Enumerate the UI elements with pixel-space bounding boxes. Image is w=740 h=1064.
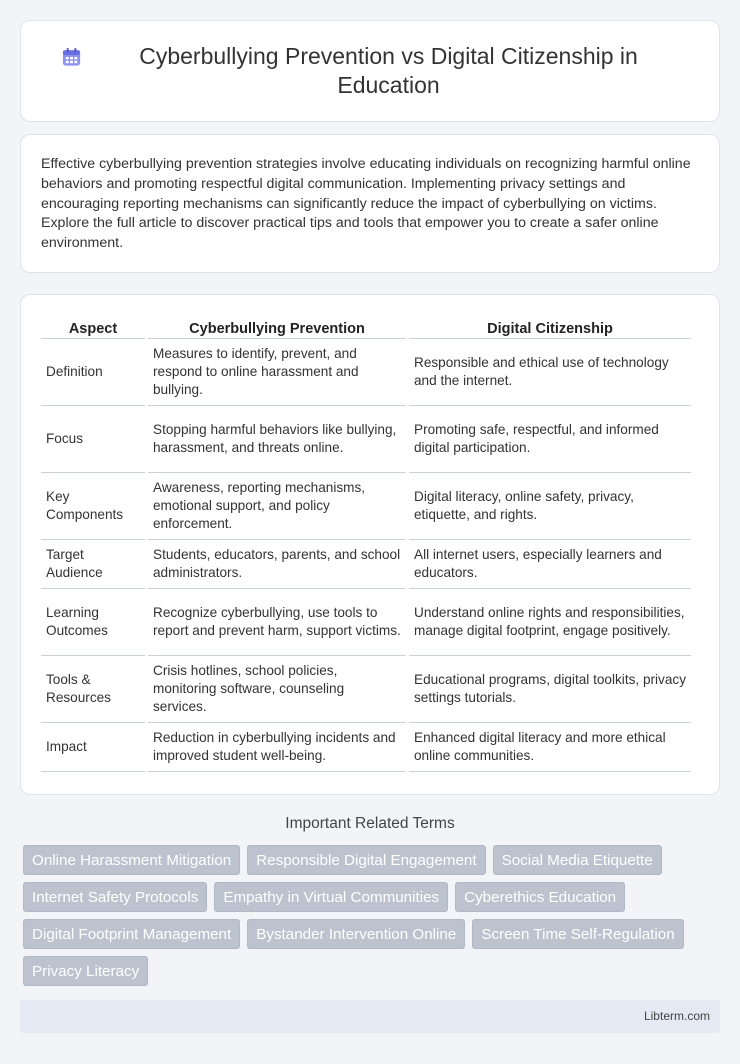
table-cell-aspect: Definition <box>41 339 145 406</box>
table-row <box>41 656 691 723</box>
comparison-table-card <box>20 294 720 795</box>
table-cell-citizenship: All internet users, especially learners and educators. <box>409 540 691 589</box>
related-term-tag[interactable]: Empathy in Virtual Communities <box>214 882 448 912</box>
table-cell-citizenship: Promoting safe, respectful, and informed digital participation. <box>409 406 691 473</box>
table-cell-citizenship: Digital literacy, online safety, privacy, etiquette, and rights. <box>409 473 691 540</box>
table-cell-citizenship: Understand online rights and responsibilities, manage digital footprint, engage positively. <box>409 589 691 656</box>
related-term-tag[interactable]: Internet Safety Protocols <box>23 882 207 912</box>
footer <box>20 1000 720 1033</box>
related-term-tag[interactable]: Online Harassment Mitigation <box>23 845 240 875</box>
table-cell-cyberbullying: Students, educators, parents, and school administrators. <box>148 540 406 589</box>
table-header-row <box>41 317 691 339</box>
footer-site-link[interactable]: Libterm.com <box>643 1009 710 1023</box>
column-header: Cyberbullying Prevention <box>148 317 406 339</box>
related-term-tag[interactable]: Bystander Intervention Online <box>247 919 465 949</box>
table-row <box>41 339 691 406</box>
column-header: Aspect <box>41 317 145 339</box>
related-terms-section <box>20 815 720 986</box>
table-cell-aspect: Tools & Resources <box>41 656 145 723</box>
table-cell-cyberbullying: Crisis hotlines, school policies, monitoring software, counseling services. <box>148 656 406 723</box>
table-row <box>41 723 691 772</box>
table-cell-cyberbullying: Reduction in cyberbullying incidents and improved student well-being. <box>148 723 406 772</box>
table-cell-aspect: Key Components <box>41 473 145 540</box>
related-term-tag[interactable]: Cyberethics Education <box>455 882 625 912</box>
table-cell-citizenship: Enhanced digital literacy and more ethical online communities. <box>409 723 691 772</box>
table-cell-citizenship: Educational programs, digital toolkits, privacy settings tutorials. <box>409 656 691 723</box>
table-row <box>41 473 691 540</box>
related-terms-title: Important Related Terms <box>285 815 455 832</box>
related-term-tag[interactable]: Social Media Etiquette <box>493 845 662 875</box>
table-cell-cyberbullying: Awareness, reporting mechanisms, emotional support, and policy enforcement. <box>148 473 406 540</box>
table-cell-aspect: Impact <box>41 723 145 772</box>
table-row <box>41 406 691 473</box>
intro-text: Effective cyberbullying prevention strategies involve educating individuals on recognizing harmful online behaviors and promoting respectful digital communication. Implementing privacy settings and encouraging reporting mechanisms can significantly reduce the impact of cyberbullying on victims. Explore the full article to discover practical tips and tools that empower you to create a safer online environment. <box>41 156 691 252</box>
table-cell-aspect: Target Audience <box>41 540 145 589</box>
related-term-tag[interactable]: Privacy Literacy <box>23 956 148 986</box>
header-card <box>20 20 720 122</box>
intro-card <box>20 134 720 273</box>
calendar-icon <box>61 46 82 68</box>
related-term-tag[interactable]: Responsible Digital Engagement <box>247 845 485 875</box>
related-term-tag[interactable]: Screen Time Self-Regulation <box>472 919 683 949</box>
table-cell-cyberbullying: Measures to identify, prevent, and respond to online harassment and bullying. <box>148 339 406 406</box>
table-cell-aspect: Focus <box>41 406 145 473</box>
related-term-tag[interactable]: Digital Footprint Management <box>23 919 240 949</box>
page-title: Cyberbullying Prevention vs Digital Citizenship in Education <box>139 43 638 98</box>
table-cell-aspect: Learning Outcomes <box>41 589 145 656</box>
comparison-table <box>38 317 694 772</box>
related-terms-list <box>20 845 720 986</box>
column-header: Digital Citizenship <box>409 317 691 339</box>
table-cell-citizenship: Responsible and ethical use of technology and the internet. <box>409 339 691 406</box>
table-cell-cyberbullying: Recognize cyberbullying, use tools to report and prevent harm, support victims. <box>148 589 406 656</box>
table-row <box>41 540 691 589</box>
table-cell-cyberbullying: Stopping harmful behaviors like bullying, harassment, and threats online. <box>148 406 406 473</box>
table-row <box>41 589 691 656</box>
